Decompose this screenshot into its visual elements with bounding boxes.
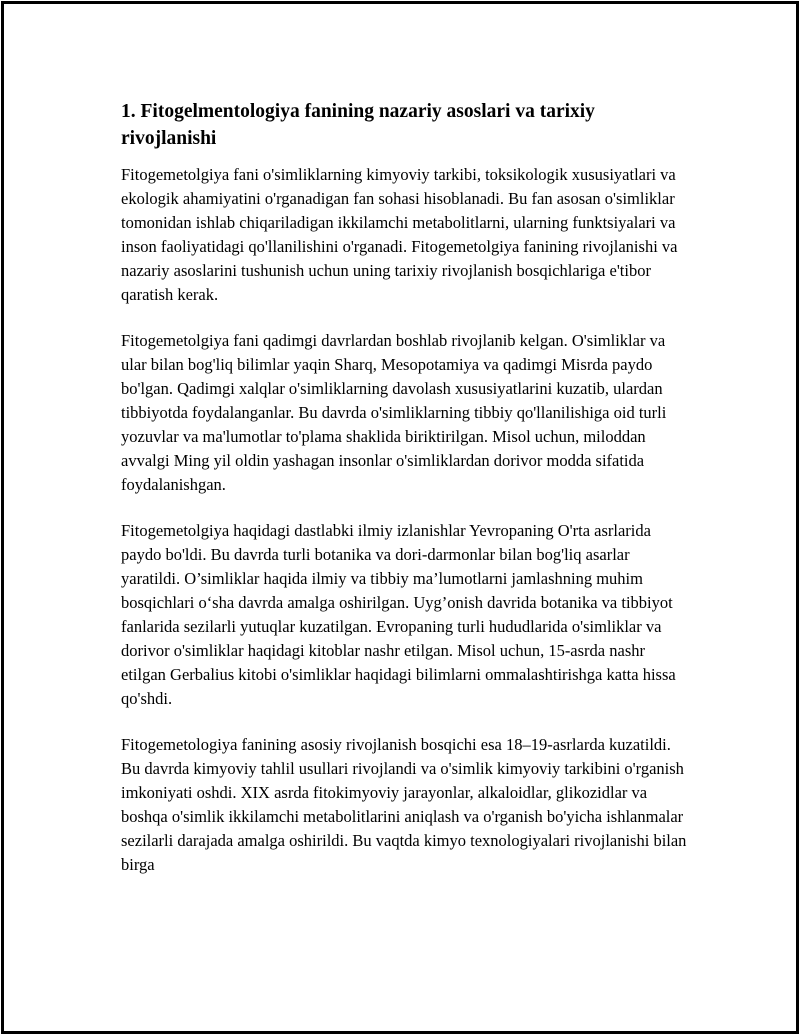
page-frame [1,1,799,1034]
paragraph-2: Fitogemetolgiya fani qadimgi davrlardan boshlab rivojlanib kelgan. O'simliklar va ular bilan bog'liq bilimlar yaqin Sharq, Mesopotamiya va qadimgi Misrda paydo bo'lgan. Qadimgi xalqlar o'simliklarning davolash xususiyatlarini kuzatib, ulardan tibbiyotda foydalanganlar. Bu davrda o'simliklarning tibbiy qo'llanilishiga oid turli yozuvlar va ma'lumotlar to'plama shaklida biriktirilgan. Misol uchun, miloddan avvalgi Ming yil oldin yashagan insonlar o'simliklardan dorivor modda sifatida foydalanishgan. [121,331,667,494]
paragraph-1: Fitogemetolgiya fani o'simliklarning kimyoviy tarkibi, toksikologik xususiyatlari va ekologik ahamiyatini o'rganadigan fan sohasi hisoblanadi. Bu fan asosan o'simliklar tomonidan ishlab chiqariladigan ikkilamchi metabolitlarni, ularning funktsiyalari va inson faoliyatidagi qo'llanilishini o'rganadi. Fitogemetolgiya fanining rivojlanishi va nazariy asoslarini tushunish uchun uning tarixiy rivojlanish bosqichlariga e'tibor qaratish kerak. [121,165,678,304]
paragraph-3: Fitogemetolgiya haqidagi dastlabki ilmiy izlanishlar Yevropaning O'rta asrlarida paydo bo'ldi. Bu davrda turli botanika va dori-darmonlar bilan bog'liq asarlar yaratildi. O’simliklar haqida ilmiy va tibbiy ma’lumotlarni jamlashning muhim bosqichlari o‘sha davrda amalga oshirilgan. Uyg’onish davrida botanika va tibbiyot fanlarida sezilarli yutuqlar kuzatilgan. Evropaning turli hududlarida o'simliklar va dorivor o'simliklar haqidagi kitoblar nashr etilgan. Misol uchun, 15-asrda nashr etilgan Gerbalius kitobi o'simliklar haqidagi bilimlarni ommalashtirishga katta hissa qo'shdi. [121,521,676,708]
section-heading: 1. Fitogelmentologiya fanining nazariy asoslari va tarixiy rivojlanishi [121,101,595,149]
paragraph-4: Fitogemetologiya fanining asosiy rivojlanish bosqichi esa 18–19-asrlarda kuzatildi. Bu davrda kimyoviy tahlil usullari rivojlandi va o'simlik kimyoviy tarkibini o'rganish imkoniyati oshdi. XIX asrda fitokimyoviy jarayonlar, alkaloidlar, glikozidlar va boshqa o'simlik ikkilamchi metabolitlarini aniqlash va o'rganish bo'yicha ishlanmalar sezilarli darajada amalga oshirildi. Bu vaqtda kimyo texnologiyalari rivojlanishi bilan birga [121,735,687,874]
document-body [121,98,691,899]
